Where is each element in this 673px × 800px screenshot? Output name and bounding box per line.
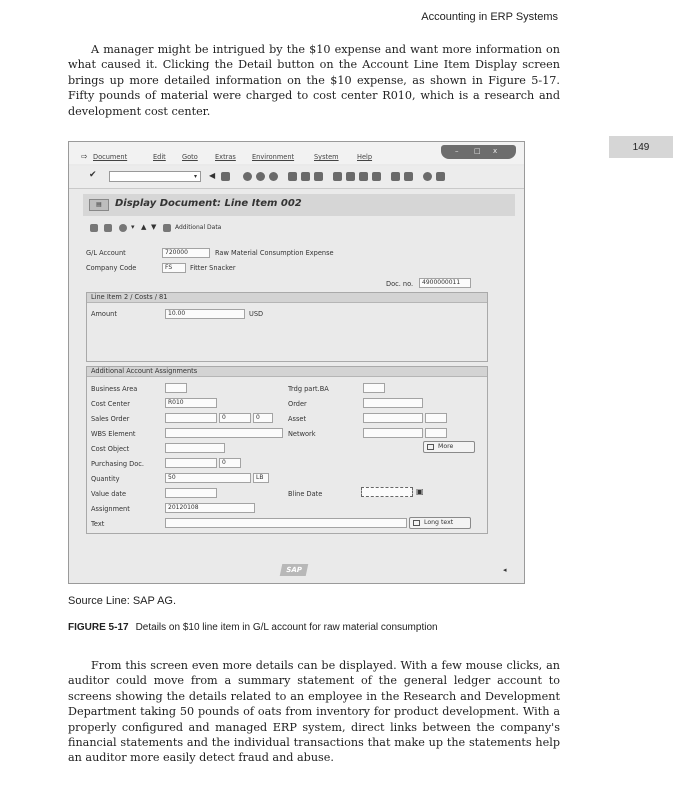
figure-caption — [68, 622, 438, 633]
paragraph-2 — [68, 658, 560, 766]
additional-data-button[interactable]: Additional Data — [175, 224, 222, 231]
document-overview-icon[interactable] — [104, 224, 112, 232]
doc-no-label: Doc. no. — [386, 280, 414, 288]
assignment-field[interactable]: 20120108 — [165, 503, 255, 513]
command-dropdown-icon[interactable]: ▾ — [193, 173, 197, 180]
back-icon[interactable]: ◀ — [209, 171, 216, 180]
paragraph-1 — [68, 42, 560, 119]
gl-account-description: Raw Material Consumption Expense — [215, 249, 334, 257]
doc-no-field[interactable]: 4900000011 — [419, 278, 471, 288]
paragraph-1-text: A manager might be intrigued by the $10 expense and want more information on what caused it. Clicking the Detail button on the Account Line Item Display screen brings up more detailed information on the $10 expense, as shown in Figure 5-17. Fifty pounds of material were charged to cost center R010, which is a research and development cost center. — [68, 43, 560, 118]
purchasing-doc-label: Purchasing Doc. — [91, 460, 145, 468]
prev-page-icon[interactable] — [333, 172, 342, 181]
asset-field[interactable] — [363, 413, 423, 423]
company-code-field[interactable]: FS — [162, 263, 186, 273]
close-icon[interactable]: x — [493, 147, 498, 155]
value-date-label: Value date — [91, 490, 127, 498]
purchasing-doc-item-field[interactable]: 0 — [219, 458, 241, 468]
menu-extras[interactable]: Extras — [215, 153, 236, 161]
window-controls — [441, 145, 516, 159]
wbs-element-label: WBS Element — [91, 430, 136, 438]
sap-window — [68, 141, 525, 584]
bline-date-field[interactable] — [361, 487, 413, 497]
next-page-icon[interactable] — [346, 172, 355, 181]
amount-field[interactable]: 10.00 — [165, 309, 245, 319]
gl-account-label: G/L Account — [86, 249, 126, 257]
quantity-unit-field[interactable]: LB — [253, 473, 269, 483]
business-area-label: Business Area — [91, 385, 138, 393]
menu-goto[interactable]: Goto — [182, 153, 198, 161]
trdg-part-label: Trdg part.BA — [288, 385, 329, 393]
menu-document[interactable]: Document — [93, 153, 128, 161]
text-field[interactable] — [165, 518, 407, 528]
source-line: Source Line: SAP AG. — [68, 595, 177, 607]
document-icon: ▤ — [89, 199, 109, 211]
value-date-field[interactable] — [165, 488, 217, 498]
asset-subnumber-field[interactable] — [425, 413, 447, 423]
figure-caption-text: Details on $10 line item in G/L account for raw material consumption — [135, 622, 438, 633]
sales-order-schedule-field[interactable]: 0 — [253, 413, 273, 423]
enter-icon[interactable]: ✔ — [89, 170, 97, 180]
menu-exit-icon[interactable]: ⇨ — [81, 152, 88, 161]
cost-object-field[interactable] — [165, 443, 225, 453]
sales-order-item-field[interactable]: 0 — [219, 413, 251, 423]
exit-icon[interactable] — [243, 172, 252, 181]
sales-order-field[interactable] — [165, 413, 217, 423]
last-page-icon[interactable] — [359, 172, 368, 181]
sales-order-label: Sales Order — [91, 415, 130, 423]
line-item-group-title: Line Item 2 / Costs / 81 — [87, 293, 487, 303]
menu-environment[interactable]: Environment — [252, 153, 295, 161]
calendar-icon[interactable]: ▣ — [416, 487, 424, 496]
long-text-label: Long text — [424, 519, 454, 526]
figure-label: FIGURE 5-17 — [68, 622, 129, 633]
business-area-field[interactable] — [165, 383, 187, 393]
network-field[interactable] — [363, 428, 423, 438]
customize-icon[interactable] — [436, 172, 445, 181]
minimize-icon[interactable]: – — [455, 147, 459, 155]
long-text-button[interactable] — [409, 517, 471, 529]
company-code-description: Fitter Snacker — [190, 264, 236, 272]
sap-menu-bar — [69, 142, 524, 164]
cost-center-label: Cost Center — [91, 400, 130, 408]
first-page-icon[interactable] — [314, 172, 323, 181]
more-button[interactable] — [423, 441, 475, 453]
menu-system[interactable]: System — [314, 153, 339, 161]
long-text-icon — [413, 520, 420, 526]
running-head: Accounting in ERP Systems — [421, 11, 558, 23]
page-number: 149 — [609, 136, 673, 158]
layout-icon[interactable] — [404, 172, 413, 181]
text-label: Text — [91, 520, 105, 528]
trdg-part-field[interactable] — [363, 383, 385, 393]
quantity-label: Quantity — [91, 475, 120, 483]
find-icon[interactable] — [288, 172, 297, 181]
status-bar-triangle-icon[interactable]: ◂ — [503, 566, 507, 574]
print-item-icon[interactable] — [163, 224, 171, 232]
cancel-icon[interactable] — [256, 172, 265, 181]
amount-label: Amount — [91, 310, 117, 318]
more-button-label: More — [438, 443, 454, 450]
company-code-label: Company Code — [86, 264, 137, 272]
save-icon[interactable] — [221, 172, 230, 181]
more-icon — [427, 444, 434, 450]
dropdown-icon[interactable]: ▾ — [131, 223, 135, 231]
purchasing-doc-field[interactable] — [165, 458, 217, 468]
account-assignments-group — [86, 366, 488, 534]
bline-date-label: Bline Date — [288, 490, 323, 498]
wbs-element-field[interactable] — [165, 428, 283, 438]
quantity-field[interactable]: 50 — [165, 473, 251, 483]
menu-help[interactable]: Help — [357, 153, 373, 161]
network-activity-field[interactable] — [425, 428, 447, 438]
order-label: Order — [288, 400, 307, 408]
create-session-icon[interactable] — [372, 172, 381, 181]
user-icon[interactable] — [119, 224, 127, 232]
menu-edit[interactable]: Edit — [153, 153, 166, 161]
help-icon[interactable] — [423, 172, 432, 181]
maximize-icon[interactable]: □ — [474, 147, 481, 155]
paragraph-2-text: From this screen even more details can be displayed. With a few mouse clicks, an auditor could move from a summary statement of the general ledger account to screens showing the details related to an employee in the Research and Development Department taking 50 pounds of oats from inventory for product development. With a properly configured and managed ERP system, direct links between the company's financial statements and the individual transactions that make up the statements help an auditor more easily detect fraud and abuse. — [68, 659, 560, 765]
sap-standard-toolbar — [69, 166, 524, 189]
sap-logo: SAP — [280, 564, 309, 576]
currency-label: USD — [249, 310, 264, 318]
account-assignments-title: Additional Account Assignments — [87, 367, 487, 377]
shortcut-icon[interactable] — [391, 172, 400, 181]
line-item-group — [86, 292, 488, 362]
gl-account-field[interactable]: 720000 — [162, 248, 210, 258]
find-next-icon[interactable] — [301, 172, 310, 181]
assignment-label: Assignment — [91, 505, 130, 513]
previous-item-icon[interactable]: ▲ — [141, 223, 147, 231]
network-label: Network — [288, 430, 316, 438]
order-field[interactable] — [363, 398, 423, 408]
cost-center-field[interactable]: R010 — [165, 398, 217, 408]
print-icon[interactable] — [269, 172, 278, 181]
next-item-icon[interactable]: ▼ — [151, 223, 157, 231]
asset-label: Asset — [288, 415, 307, 423]
display-change-icon[interactable] — [90, 224, 98, 232]
command-field[interactable] — [109, 171, 201, 182]
cost-object-label: Cost Object — [91, 445, 130, 453]
screen-title: Display Document: Line Item 002 — [115, 198, 302, 209]
screen-title-bar — [83, 194, 515, 216]
